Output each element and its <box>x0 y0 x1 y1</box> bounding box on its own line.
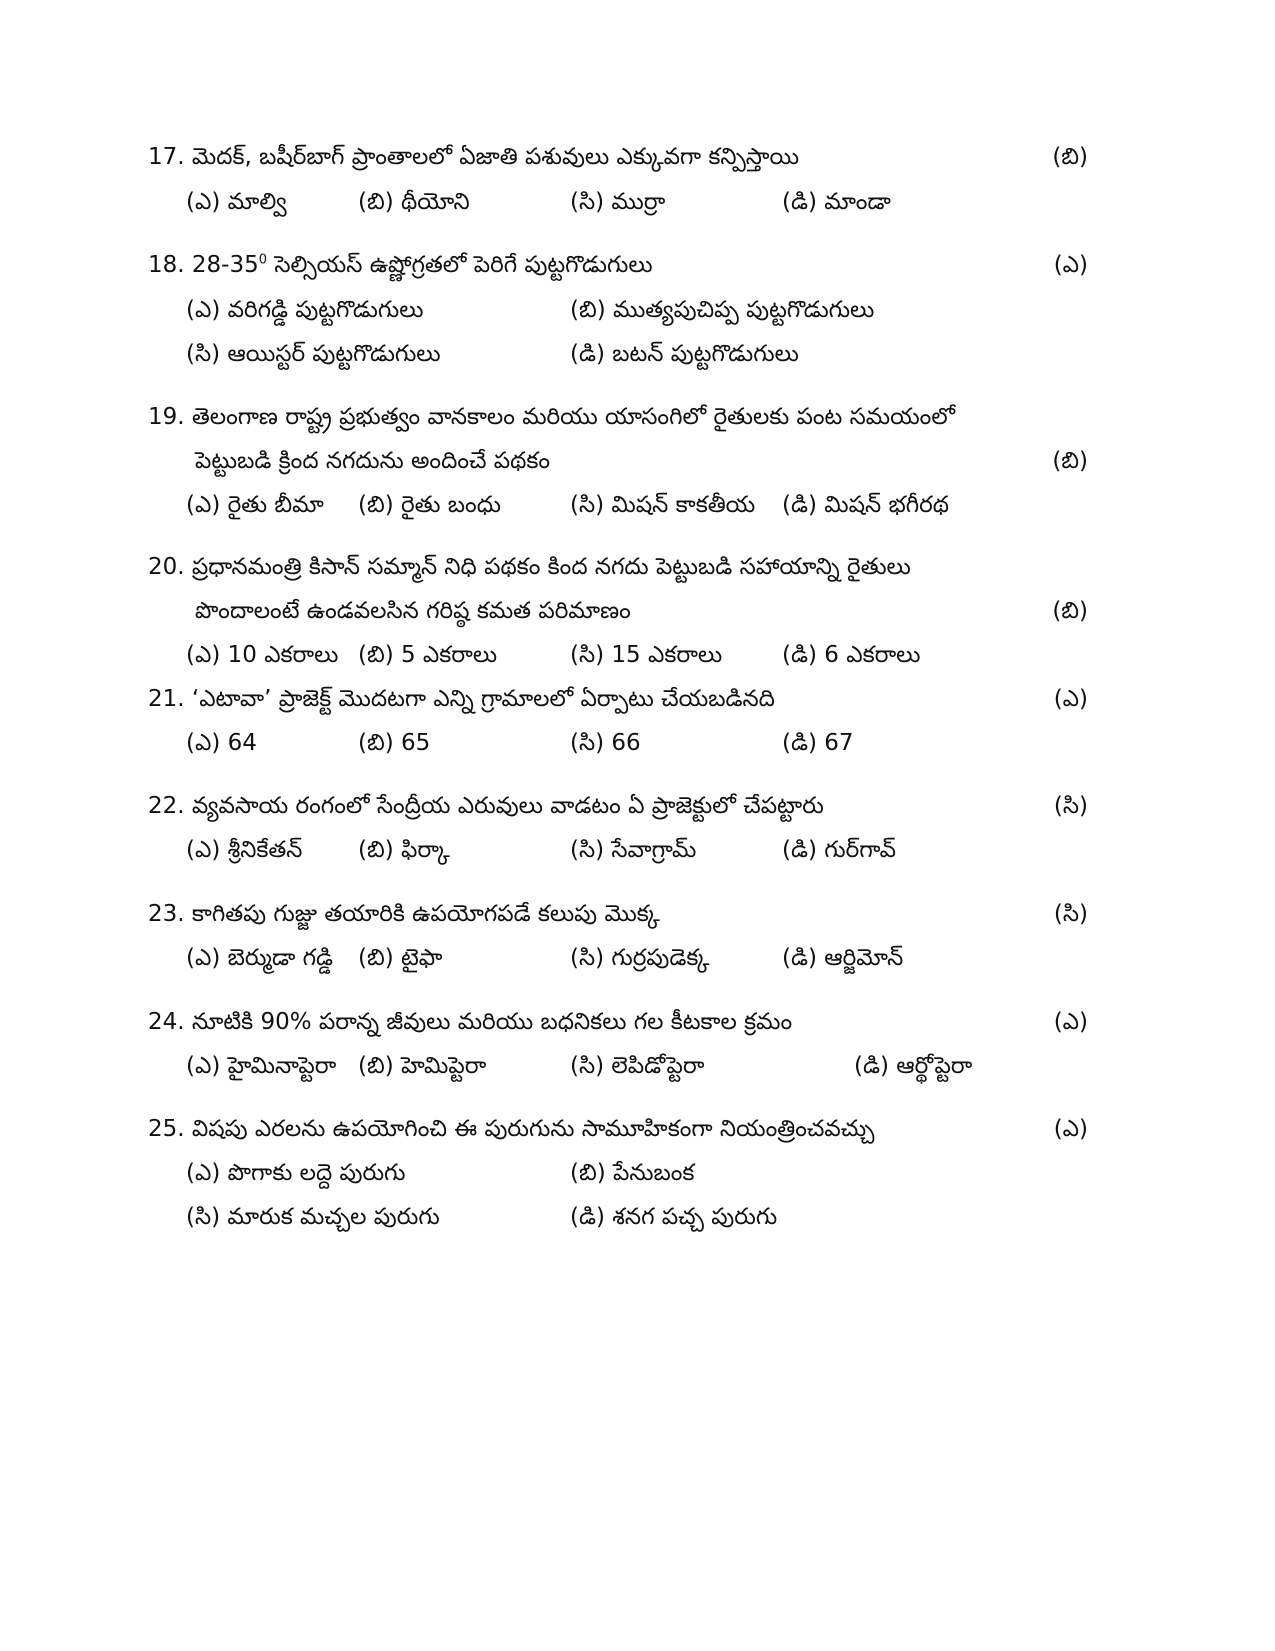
option-a: (ఎ) బెర్ముడా గడ్డి <box>186 945 334 971</box>
option-d: (డి) గుర్‌గావ్ <box>782 837 896 863</box>
option-d: (డి) బటన్ పుట్టగొడుగులు <box>570 341 799 367</box>
question-25 <box>148 1112 1088 1146</box>
option-b: (బి) పేనుబంక <box>570 1160 695 1186</box>
option-d: (డి) ఆర్జిమోన్ <box>782 945 904 971</box>
question-text-pre: 28-35 <box>191 252 259 278</box>
option-d: (డి) శనగ పచ్చ పురుగు <box>570 1204 778 1230</box>
question-text-continuation: పెట్టుబడి క్రింద నగదును అందించే పథకం <box>195 448 551 474</box>
question-22 <box>148 789 1088 823</box>
question-17 <box>148 140 1088 174</box>
option-a: (ఎ) వరిగడ్డి పుట్టగొడుగులు <box>186 297 424 323</box>
question-text: వ్యవసాయ రంగంలో సేంద్రీయ ఎరువులు వాడటం ఏ ప్రాజెక్టులో చేపట్టారు <box>191 793 824 819</box>
question-20-continuation <box>195 594 1088 628</box>
options-row <box>148 941 1088 975</box>
option-b: (బి) ఫిర్కా <box>358 837 450 863</box>
options-row <box>148 726 1088 760</box>
option-b: (బి) థీయోని <box>358 189 470 215</box>
question-number: 20. <box>148 554 185 580</box>
answer-key: (ఎ) <box>1053 1009 1088 1035</box>
answer-key: (ఎ) <box>1053 1116 1088 1142</box>
question-number: 17. <box>148 144 185 170</box>
question-number: 21. <box>148 686 185 712</box>
answer-key: (ఎ) <box>1053 686 1088 712</box>
option-c: (సి) ముర్రా <box>570 189 666 215</box>
option-b: (బి) టైఫా <box>358 945 443 971</box>
answer-key: (సి) <box>1053 901 1088 927</box>
option-a: (ఎ) 10 ఎకరాలు <box>186 642 339 668</box>
option-c: (సి) మిషన్ కాకతీయ <box>570 492 756 518</box>
option-c: (సి) 15 ఎకరాలు <box>570 642 723 668</box>
options-row <box>148 185 1088 219</box>
option-a: (ఎ) 64 <box>186 730 257 756</box>
question-text: ప్రధానమంత్రి కిసాన్ సమ్మాన్ నిధి పథకం కింద నగదు పెట్టుబడి సహాయాన్ని రైతులు <box>191 554 911 580</box>
question-text: నూటికి 90% పరాన్న జీవులు మరియు బధనికలు గల కీటకాల క్రమం <box>191 1009 793 1035</box>
question-text: కాగితపు గుజ్జు తయారికి ఉపయోగపడే కలుపు మొక్క <box>191 901 660 927</box>
degree-superscript: 0 <box>258 252 268 268</box>
options-row <box>148 1156 1088 1190</box>
option-c: (సి) మారుక మచ్చల పురుగు <box>186 1204 440 1230</box>
options-row <box>148 1049 1088 1083</box>
question-19-continuation <box>195 444 1088 478</box>
option-c: (సి) ఆయిస్టర్ పుట్టగొడుగులు <box>186 341 441 367</box>
option-a: (ఎ) శ్రీనికేతన్ <box>186 837 303 863</box>
question-number: 24. <box>148 1009 185 1035</box>
option-a: (ఎ) రైతు బీమా <box>186 492 324 518</box>
question-text: విషపు ఎరలను ఉపయోగించి ఈ పురుగును సామూహికంగా నియంత్రించవచ్చు <box>191 1116 875 1142</box>
option-b: (బి) ముత్యపుచిప్ప పుట్టగొడుగులు <box>570 297 875 323</box>
question-number: 22. <box>148 793 185 819</box>
question-text: మెదక్, బషీర్‌బాగ్ ప్రాంతాలలో ఏజాతి పశువులు ఎక్కువగా కన్పిస్తాయి <box>191 144 800 170</box>
options-row <box>148 638 1088 672</box>
option-b: (బి) రైతు బంధు <box>358 492 501 518</box>
question-21 <box>148 682 1088 716</box>
answer-key: (బి) <box>1052 598 1088 624</box>
options-row <box>148 337 1088 371</box>
option-a: (ఎ) పొగాకు లద్దె పురుగు <box>186 1160 406 1186</box>
question-23 <box>148 897 1088 931</box>
option-d: (డి) మాండా <box>782 189 891 215</box>
option-d: (డి) ఆర్థోప్టెరా <box>854 1053 973 1079</box>
options-row <box>148 293 1088 327</box>
option-d: (డి) 6 ఎకరాలు <box>782 642 921 668</box>
question-text-continuation: పొందాలంటే ఉండవలసిన గరిష్ఠ కమత పరిమాణం <box>195 598 631 624</box>
options-row <box>148 488 1088 522</box>
option-c: (సి) లెపిడోప్టెరా <box>570 1053 705 1079</box>
answer-key: (బి) <box>1052 448 1088 474</box>
question-text-post: సెల్సియస్ ఉష్ణోగ్రతలో పెరిగే పుట్టగొడుగులు <box>267 252 653 278</box>
question-19 <box>148 400 1088 434</box>
question-text: ‘ఎటావా’ ప్రాజెక్ట్ మొదటగా ఎన్ని గ్రామాలలో ఏర్పాటు చేయబడినది <box>191 686 775 712</box>
question-number: 23. <box>148 901 185 927</box>
options-row <box>148 1200 1088 1234</box>
option-d: (డి) 67 <box>782 730 854 756</box>
question-number: 25. <box>148 1116 185 1142</box>
options-row <box>148 833 1088 867</box>
question-number: 19. <box>148 404 185 430</box>
question-20 <box>148 550 1088 584</box>
question-18 <box>148 248 1088 282</box>
option-a: (ఎ) హైమినాప్టెరా <box>186 1053 337 1079</box>
option-d: (డి) మిషన్ భగీరథ <box>782 492 950 518</box>
answer-key: (ఎ) <box>1053 252 1088 278</box>
option-b: (బి) 65 <box>358 730 431 756</box>
option-c: (సి) గుర్రపుడెక్క <box>570 945 710 971</box>
question-number: 18. <box>148 252 185 278</box>
answer-key: (సి) <box>1053 793 1088 819</box>
question-text: తెలంగాణ రాష్ట్ర ప్రభుత్వం వానకాలం మరియు యాసంగిలో రైతులకు పంట సమయంలో <box>191 404 956 430</box>
question-24 <box>148 1005 1088 1039</box>
option-a: (ఎ) మాల్వి <box>186 189 287 215</box>
option-b: (బి) 5 ఎకరాలు <box>358 642 498 668</box>
option-b: (బి) హెమిప్టెరా <box>358 1053 487 1079</box>
option-c: (సి) సేవాగ్రామ్ <box>570 837 697 863</box>
option-c: (సి) 66 <box>570 730 641 756</box>
answer-key: (బి) <box>1052 144 1088 170</box>
